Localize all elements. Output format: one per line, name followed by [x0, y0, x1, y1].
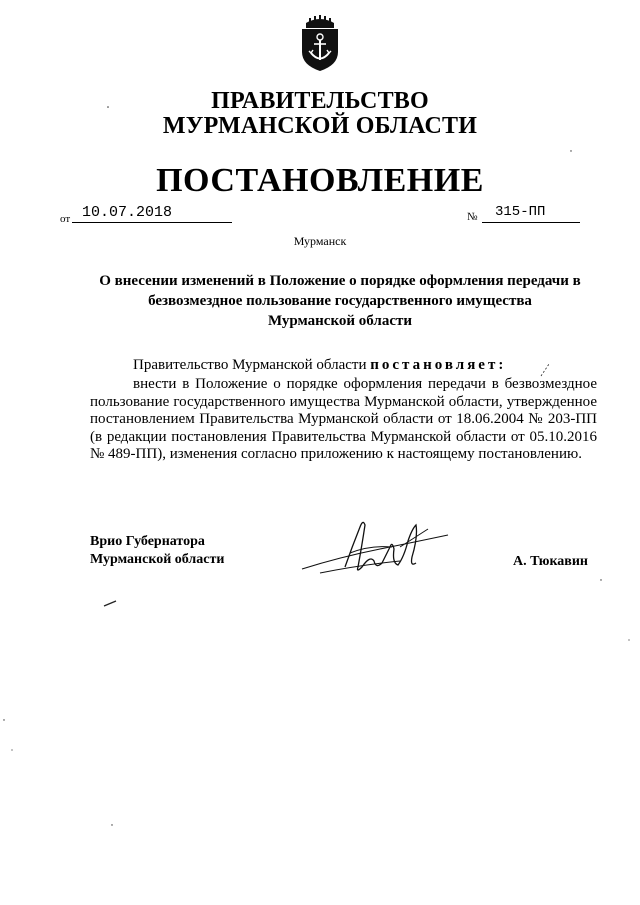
- signatory-title: [90, 533, 224, 569]
- government-name-line2: МУРМАНСКОЙ ОБЛАСТИ: [162, 113, 478, 139]
- city-name: Мурманск: [293, 234, 347, 248]
- resolution-intro: [90, 357, 597, 375]
- document-subject: [70, 271, 610, 331]
- resolve-word: постановляет:: [370, 357, 507, 373]
- signatory-title-line1: Врио Губернатора: [90, 534, 205, 549]
- number-prefix: №: [467, 211, 478, 223]
- coat-of-arms-icon: [297, 14, 343, 72]
- subject-line3: Мурманской области: [267, 313, 413, 329]
- date-prefix: от: [60, 213, 71, 225]
- handwritten-signature: [300, 517, 450, 579]
- resolution-paragraph: внести в Положение о порядке оформления передачи в безвозмездное пользование государственного имущества Мурманской области, утвержденное постановлением Правительства Мурманской области от 18.06.2004 № 203-ПП (в редакции постановления Правительства Мурманской области от 05.10.2016 № 489-ПП), изменения согласно приложению к настоящему постановлению.: [90, 376, 597, 463]
- number-value: 315-ПП: [482, 205, 580, 223]
- subject-line1: О внесении изменений в Положение о порядке оформления передачи в: [99, 273, 581, 289]
- signatory-name: А. Тюкавин: [513, 554, 588, 569]
- document-type-heading: ПОСТАНОВЛЕНИЕ: [156, 162, 484, 199]
- government-name-line1: ПРАВИТЕЛЬСТВО: [211, 88, 429, 114]
- subject-line2: безвозмездное пользование государственного имущества: [148, 293, 532, 309]
- intro-text: Правительство Мурманской области: [133, 357, 371, 373]
- signatory-title-line2: Мурманской области: [90, 552, 225, 567]
- date-value: 10.07.2018: [72, 205, 232, 223]
